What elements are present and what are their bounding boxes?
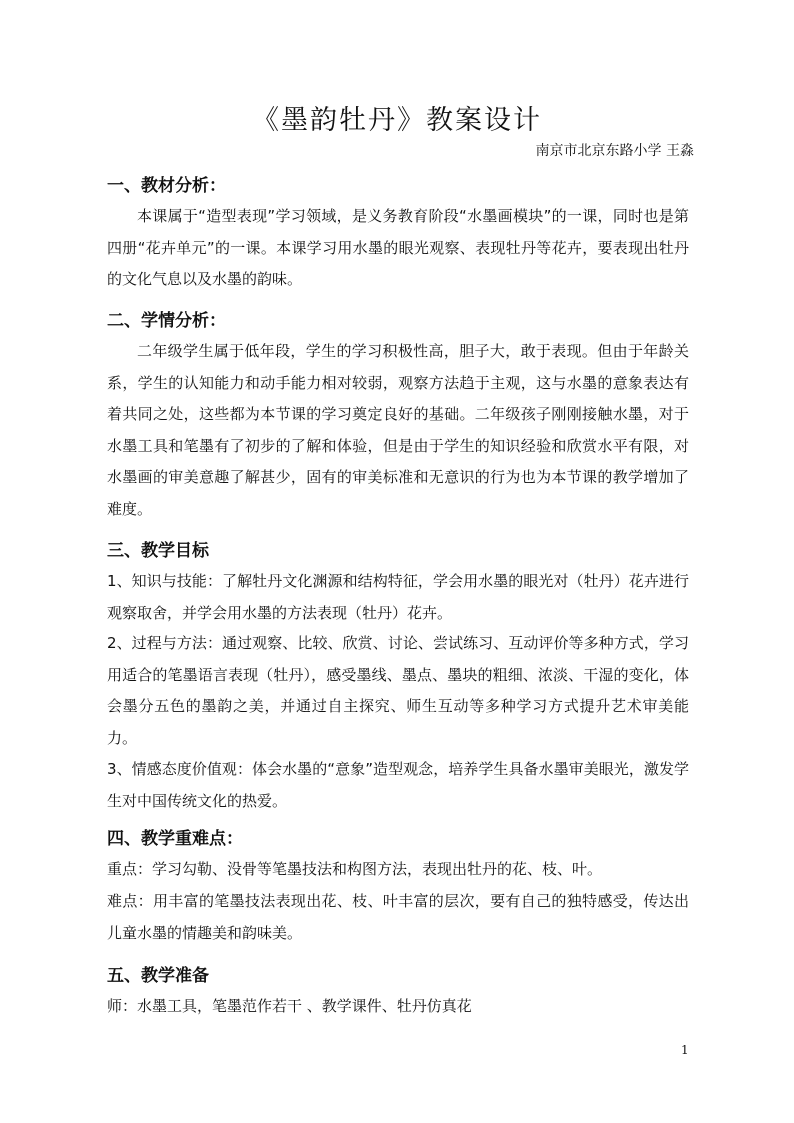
section-heading-2: 二、学情分析：	[107, 311, 226, 331]
section-heading-5: 五、教学准备	[107, 966, 209, 986]
key-point-item: 重点：学习勾勒、没骨等笔墨技法和构图方法，表现出牡丹的花、枝、叶。	[107, 860, 603, 878]
preparation-item: 师：水墨工具，笔墨范作若干 、教学课件、牡丹仿真花	[107, 997, 472, 1015]
objective-item-3: 3、情感态度价值观：体会水墨的“意象”造型观念，培养学生具备水墨审美眼光，激发学生对中国传统文化的热爱。	[107, 760, 689, 810]
section-heading-1: 一、教材分析：	[107, 176, 226, 196]
section-2-paragraph: 二年级学生属于低年段，学生的学习积极性高，胆子大，敢于表现。但由于年龄关系，学生的认知能力和动手能力相对较弱，观察方法趋于主观，这与水墨的意象表达有着共同之处，这些都为本节课的学习奠定良好的基础。二年级孩子刚刚接触水墨，对于水墨工具和笔墨有了初步的了解和体验，但是由于学生的知识经验和欣赏水平有限，对水墨画的审美意趣了解甚少，固有的审美标准和无意识的行为也为本节课的教学增加了难度。	[107, 342, 689, 518]
section-heading-4: 四、教学重难点：	[107, 829, 243, 849]
author-line: 南京市北京东路小学 王淼	[535, 143, 694, 159]
page-number: 1	[681, 1043, 689, 1057]
difficulty-item: 难点：用丰富的笔墨技法表现出花、枝、叶丰富的层次，要有自己的独特感受，传达出儿童水墨的情趣美和韵味美。	[107, 892, 689, 942]
objective-item-1: 1、知识与技能：了解牡丹文化渊源和结构特征，学会用水墨的眼光对（牡丹）花卉进行观察取舍，并学会用水墨的方法表现（牡丹）花卉。	[107, 572, 689, 622]
section-heading-3: 三、教学目标	[107, 541, 209, 561]
section-1-paragraph: 本课属于“造型表现”学习领域，是义务教育阶段“水墨画模块”的一课，同时也是第四册“花卉单元”的一课。本课学习用水墨的眼光观察、表现牡丹等花卉，要表现出牡丹的文化气息以及水墨的韵味。	[107, 207, 689, 288]
objective-item-2: 2、过程与方法：通过观察、比较、欣赏、讨论、尝试练习、互动评价等多种方式，学习用适合的笔墨语言表现（牡丹），感受墨线、墨点、墨块的粗细、浓淡、干湿的变化，体会墨分五色的墨韵之美，并通过自主探究、师生互动等多种学习方式提升艺术审美能力。	[107, 634, 689, 747]
document-title: 《墨韵牡丹》教案设计	[252, 105, 542, 136]
